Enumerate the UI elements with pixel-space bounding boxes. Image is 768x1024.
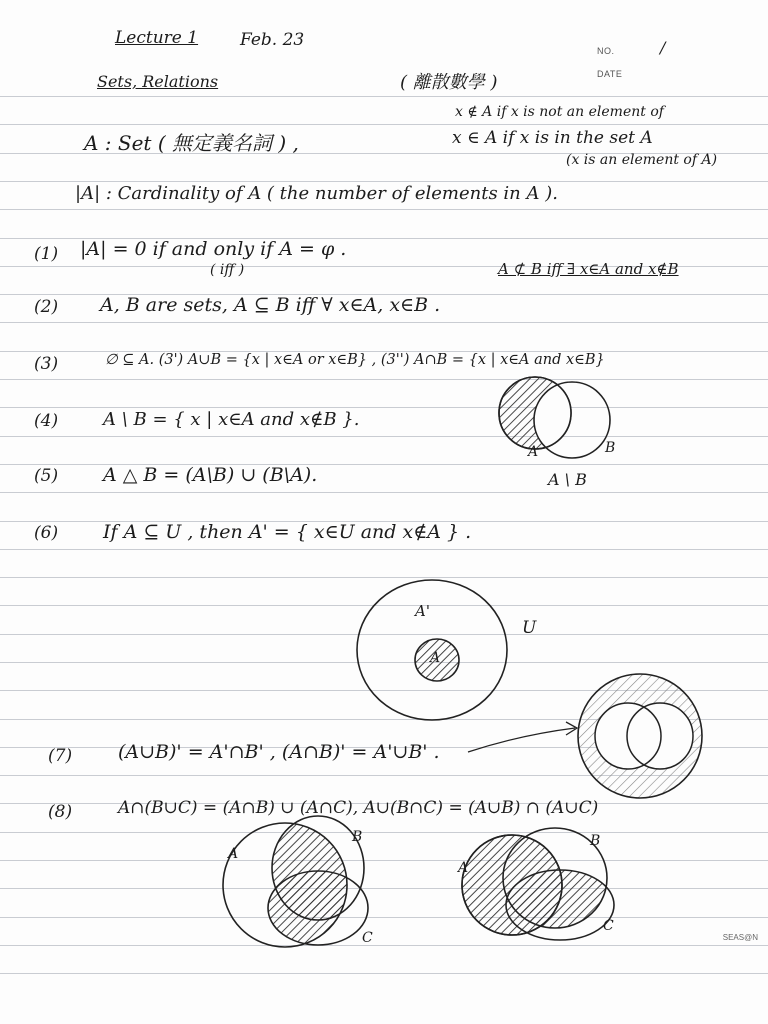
item-number: (4) <box>34 411 59 431</box>
venn-label-b: B <box>590 833 601 849</box>
item-number: (6) <box>34 523 59 543</box>
subject-title: ( 離散數學 ) <box>400 72 498 93</box>
item-text: A∩(B∪C) = (A∩B) ∪ (A∩C), A∪(B∩C) = (A∪B) ∩ (A∪C) <box>118 798 599 818</box>
set-definition: A : Set ( 無定義名詞 ) , <box>84 131 299 155</box>
item-number: (5) <box>34 466 59 486</box>
venn-label-a: A <box>228 846 239 862</box>
item-text: A, B are sets, A ⊆ B iff ∀ x∈A, x∈B . <box>100 294 441 316</box>
notebook-brand: SEAS@N <box>722 933 758 942</box>
lecture-title: Lecture 1 <box>115 28 199 48</box>
item-text: If A ⊆ U , then A' = { x∈U and x∉A } . <box>103 521 472 543</box>
venn-label-b: B <box>352 829 363 845</box>
not-subset-note: A ⊄ B iff ∃ x∈A and x∉B <box>498 260 679 278</box>
item-number: (7) <box>48 746 73 766</box>
venn-label-universe: U <box>522 618 537 638</box>
date-label: DATE <box>597 69 623 79</box>
item-number: (8) <box>48 802 73 822</box>
venn-caption: A \ B <box>548 470 587 489</box>
item-text: A △ B = (A\B) ∪ (B\A). <box>103 464 318 486</box>
venn-label-c: C <box>603 918 614 934</box>
venn-label-b: B <box>605 440 616 456</box>
cardinality-definition: |A| : Cardinality of A ( the number of elements in A ). <box>75 183 558 204</box>
is-element-note: x ∈ A if x is in the set A <box>452 128 653 148</box>
venn-label-a: A <box>458 860 469 876</box>
item-number: (1) <box>34 244 59 264</box>
no-value: / <box>660 38 666 57</box>
item-text: (A∪B)' = A'∩B' , (A∩B)' = A'∪B' . <box>118 741 440 763</box>
item-text: A \ B = { x | x∈A and x∉B }. <box>103 409 360 430</box>
item-text: ∅ ⊆ A. (3') A∪B = {x | x∈A or x∈B} , (3'') A∩B = {x | x∈A and x∈B} <box>105 352 605 368</box>
is-element-paren: (x is an element of A) <box>566 152 718 168</box>
iff-abbrev: ( iff ) <box>210 262 245 278</box>
no-label: NO. <box>597 46 615 56</box>
item-text: |A| = 0 if and only if A = φ . <box>80 238 347 260</box>
venn-label-a: A <box>430 650 441 666</box>
topic-title: Sets, Relations <box>97 72 219 91</box>
venn-label-c: C <box>362 930 373 946</box>
lecture-date: Feb. 23 <box>240 30 305 50</box>
venn-diagram-a-minus-b <box>499 377 610 458</box>
venn-label-a: A <box>528 444 539 460</box>
not-element-note: x ∉ A if x is not an element of <box>455 104 664 120</box>
venn-diagram-distributive-1 <box>223 816 368 947</box>
venn-label-a-prime: A' <box>415 602 430 620</box>
venn-diagram-de-morgan <box>468 674 702 798</box>
item-number: (2) <box>34 297 59 317</box>
item-number: (3) <box>34 354 59 374</box>
